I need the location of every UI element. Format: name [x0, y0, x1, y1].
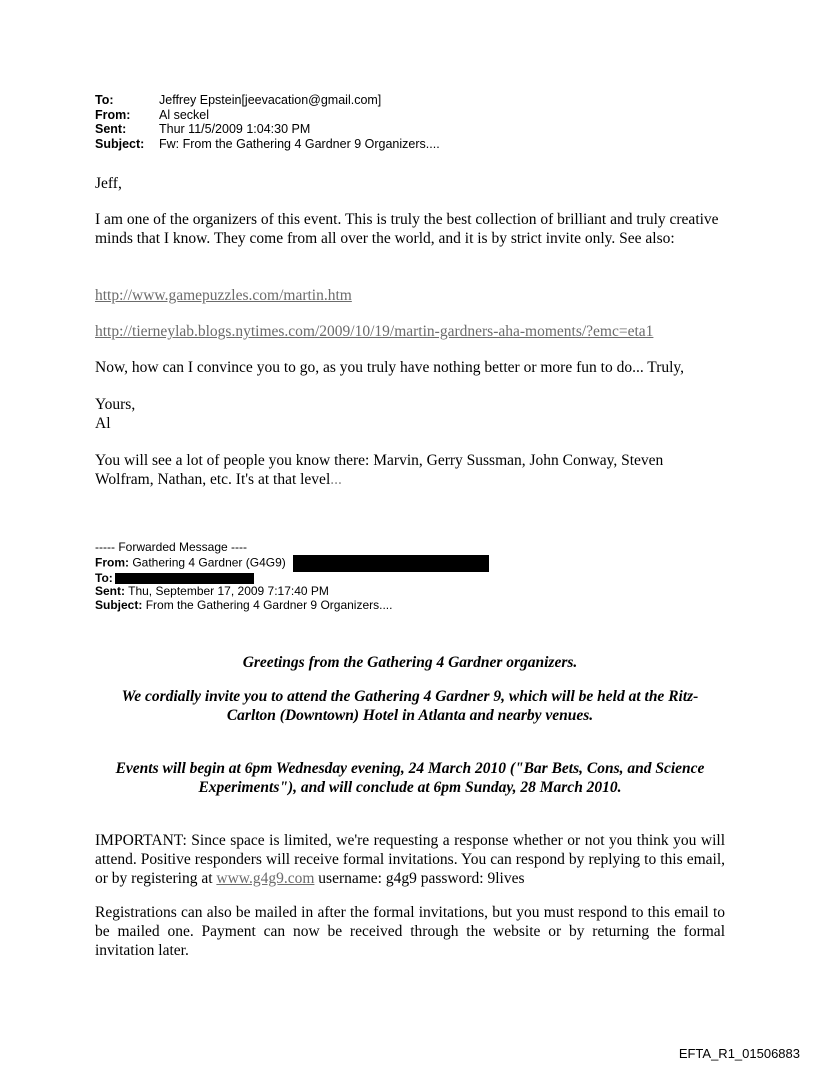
link-gamepuzzles[interactable] [95, 286, 725, 305]
header-sent-row [95, 122, 440, 137]
header-from-row [95, 108, 440, 123]
from-label: From: [95, 107, 131, 122]
closing: Yours, [95, 396, 136, 413]
forwarded-divider: ----- Forwarded Message ---- [95, 540, 248, 554]
subject-label: Subject: [95, 136, 145, 151]
paragraph-important [95, 831, 725, 888]
forwarded-subject-value: From the Gathering 4 Gardner 9 Organizers.... [145, 598, 393, 613]
forwarded-subject-row [95, 599, 489, 613]
forwarded-from-row [95, 555, 489, 572]
forwarded-sent-label: Sent: [95, 584, 125, 599]
document-id: EFTA_R1_01506883 [678, 1046, 800, 1061]
invite-greeting: Greetings from the Gathering 4 Gardner organizers. [242, 654, 578, 671]
link-gamepuzzles-text[interactable]: http://www.gamepuzzles.com/martin.htm [95, 287, 352, 304]
forwarded-from-value: Gathering 4 Gardner (G4G9) [132, 555, 286, 570]
paragraph-people [95, 451, 695, 489]
header-subject-row [95, 137, 440, 152]
forwarded-to-row [95, 572, 489, 586]
from-value: Al seckel [159, 107, 210, 122]
g4g9-link[interactable]: www.g4g9.com [216, 870, 315, 887]
sent-label: Sent: [95, 122, 127, 136]
redaction-block [293, 555, 489, 572]
sent-value: Thur 11/5/2009 1:04:30 PM [159, 122, 311, 136]
link-tierneylab[interactable] [95, 322, 725, 341]
paragraph-people-ellipsis: ... [330, 471, 342, 488]
to-value: Jeffrey Epstein[jeevacation@gmail.com] [159, 93, 382, 107]
paragraph-people-text: You will see a lot of people you know there: Marvin, Gerry Sussman, John Conway, Steven Wolfram, Nathan, etc. It's at that level [95, 452, 664, 488]
invite-schedule: Events will begin at 6pm Wednesday evening, 24 March 2010 ("Bar Bets, Cons, and Science Experiments"), and will conclude at 6pm Sunday, 28 March 2010. [115, 760, 705, 796]
signature: Al [95, 415, 111, 432]
email-header [95, 93, 440, 151]
important-credentials: username: g4g9 password: 9lives [314, 870, 525, 887]
forwarded-subject-label: Subject: [95, 598, 143, 613]
paragraph-convince: Now, how can I convince you to go, as you truly have nothing better or more fun to do... Truly, [95, 359, 685, 376]
header-to-row [95, 93, 440, 108]
forwarded-header [95, 541, 489, 613]
link-tierneylab-text[interactable]: http://tierneylab.blogs.nytimes.com/2009/10/19/martin-gardners-aha-moments/?emc=eta1 [95, 323, 654, 340]
forwarded-sent-value: Thu, September 17, 2009 7:17:40 PM [128, 584, 329, 599]
important-text: IMPORTANT: Since space is limited, we're requesting a response whether or not you think you will attend. Positive responders will receive formal invitations. You can respond by replying to this email, or by registering at [95, 832, 725, 887]
to-label: To: [95, 93, 114, 107]
invite-details: We cordially invite you to attend the Gathering 4 Gardner 9, which will be held at the Ritz-Carlton (Downtown) Hotel in Atlanta and nearby venues. [121, 688, 699, 724]
redaction-block [115, 573, 254, 584]
paragraph-registrations: Registrations can also be mailed in after the formal invitations, but you must respond to this email to be mailed one. Payment can now be received through the website or by returning the formal invitation later. [95, 904, 725, 959]
forwarded-from-label: From: [95, 555, 129, 570]
paragraph-intro: I am one of the organizers of this event. This is truly the best collection of brilliant and truly creative minds that I know. They come from all over the world, and it is by strict invite only. See also: [95, 211, 719, 247]
greeting: Jeff, [95, 175, 122, 192]
subject-value: Fw: From the Gathering 4 Gardner 9 Organizers.... [159, 136, 440, 151]
forwarded-to-label: To: [95, 570, 113, 585]
forwarded-sent-row [95, 585, 489, 599]
